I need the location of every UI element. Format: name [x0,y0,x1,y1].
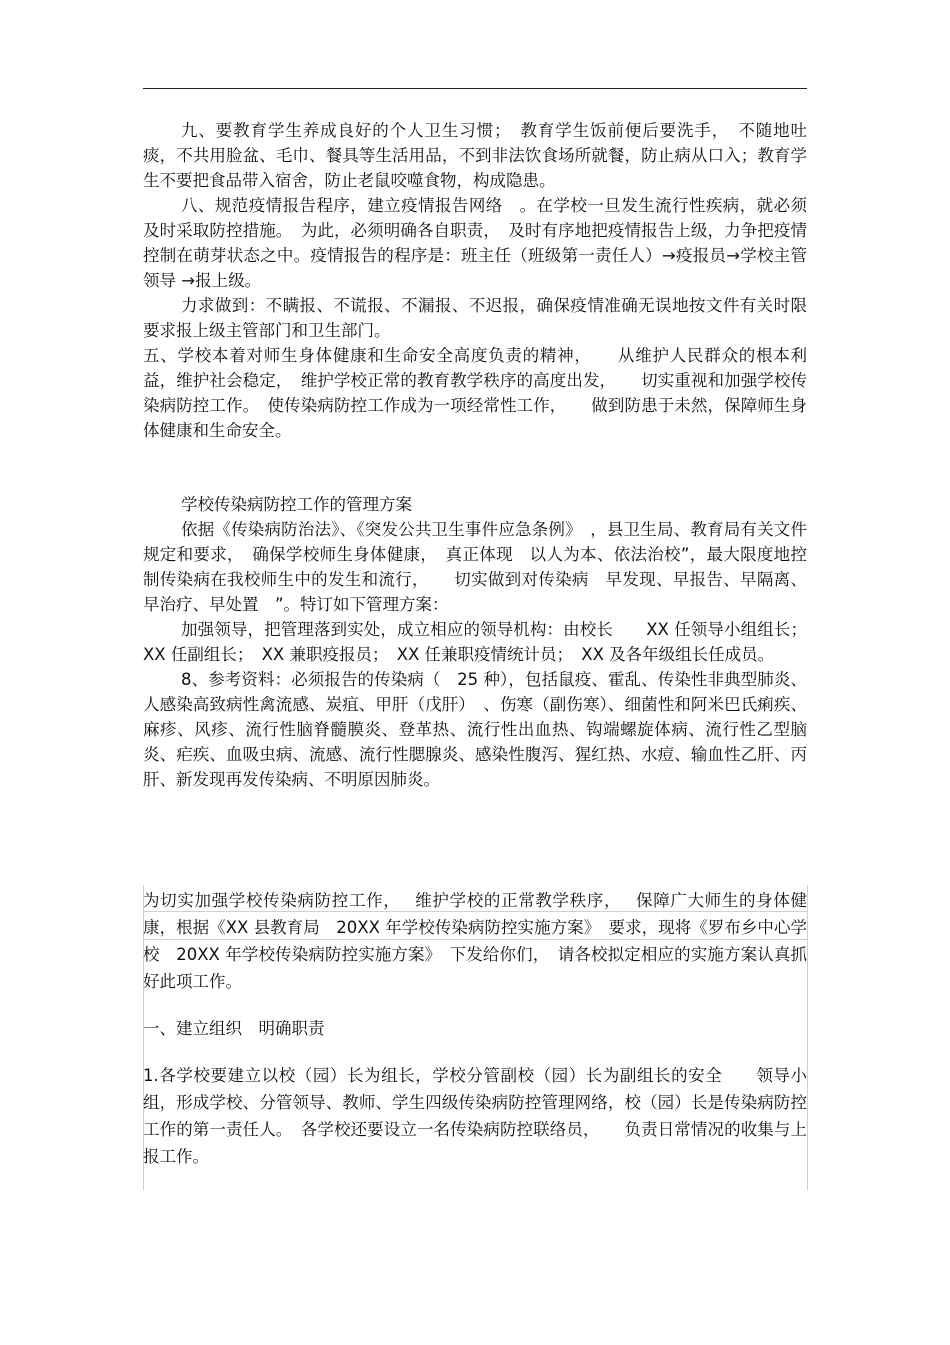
section-two [143,492,807,792]
paragraph-intro: 为切实加强学校传染病防控工作， 维护学校的正常教学秩序， 保障广大师生的身体健康，根据《XX 县教育局 20XX 年学校传染病防控实施方案》 要求，现将《罗布乡中心学校 20XX 年学校传染病防控实施方案》 下发给你们， 请各校拟定相应的实施方案认真抓好此项工作。 [143,891,807,991]
section-three [143,887,807,1170]
paragraph-responsibilities: 1.各学校要建立以校（园）长为组长，学校分管副校（园）长为副组长的安全 领导小组，形成学校、分管领导、教师、学生四级传染病防控管理网络，校（园）长是传染病防控工作的第一责任人。 各学校还要设立一名传染病防控联络员， 负责日常情况的收集与上报工作。 [143,1066,807,1166]
paragraph-references: 8、参考资料：必须报告的传染病（ 25 种），包括鼠疫、霍乱、传染性非典型肺炎、人感染高致病性禽流感、炭疽、甲肝（戊肝） 、伤寒（副伤寒）、细菌性和阿米巴氏痢疾、麻疹、风疹、流行性脑脊髓膜炎、登革热、流行性出血热、钩端螺旋体病、流行性乙型脑炎、疟疾、血吸虫病、流感、流行性腮腺炎、感染性腹泻、猩红热、水痘、输血性乙肝、丙肝、新发现再发传染病、不明原因肺炎。 [143,670,807,789]
paragraph-requirements: 力求做到：不瞒报、不谎报、不漏报、不迟报，确保疫情准确无误地按文件有关时限要求报上级主管部门和卫生部门。 [143,296,807,340]
header-rule [143,88,807,89]
paragraph-reporting: 八、规范疫情报告程序，建立疫情报告网络 。在学校一旦发生流行性疾病，就必须及时采取防控措施。 为此，必须明确各自职责， 及时有序地把疫情报告上级，力争把疫情控制在萌芽状态之中。疫情报告的程序是：班主任（班级第一责任人）→疫报员→学校主管领导 →报上级。 [143,196,807,290]
paragraph-principles: 五、学校本着对师生身体健康和生命安全高度负责的精神， 从维护人民群众的根本利益，维护社会稳定， 维护学校正常的教育教学秩序的高度出发， 切实重视和加强学校传染病防控工作。 使传染病防控工作成为一项经常性工作， 做到防患于未然，保障师生身体健康和生命安全。 [143,346,807,440]
heading-organization: 一、建立组织 明确职责 [143,1019,325,1038]
section-title: 学校传染病防控工作的管理方案 [181,495,412,514]
section-one [143,118,807,443]
paragraph-hygiene: 九、要教育学生养成良好的个人卫生习惯； 教育学生饭前便后要洗手， 不随地吐痰，不共用脸盆、毛巾、餐具等生活用品，不到非法饮食场所就餐，防止病从口入；教育学生不要把食品带入宿舍，防止老鼠咬噬食物，构成隐患。 [143,121,807,190]
paragraph-basis: 依据《传染病防治法》、《突发公共卫生事件应急条例》 ，县卫生局、教育局有关文件规定和要求， 确保学校师生身体健康， 真正体现 以人为本、依法治校”，最大限度地控制传染病在我校师生中的发生和流行， 切实做到对传染病 早发现、早报告、早隔离、早治疗、早处置 ”。特订如下管理方案： [143,520,807,614]
paragraph-leadership: 加强领导，把管理落到实处，成立相应的领导机构：由校长 XX 任领导小组组长；XX 任副组长； XX 兼职疫报员； XX 任兼职疫情统计员； XX 及各年级组长任成员。 [143,620,807,664]
